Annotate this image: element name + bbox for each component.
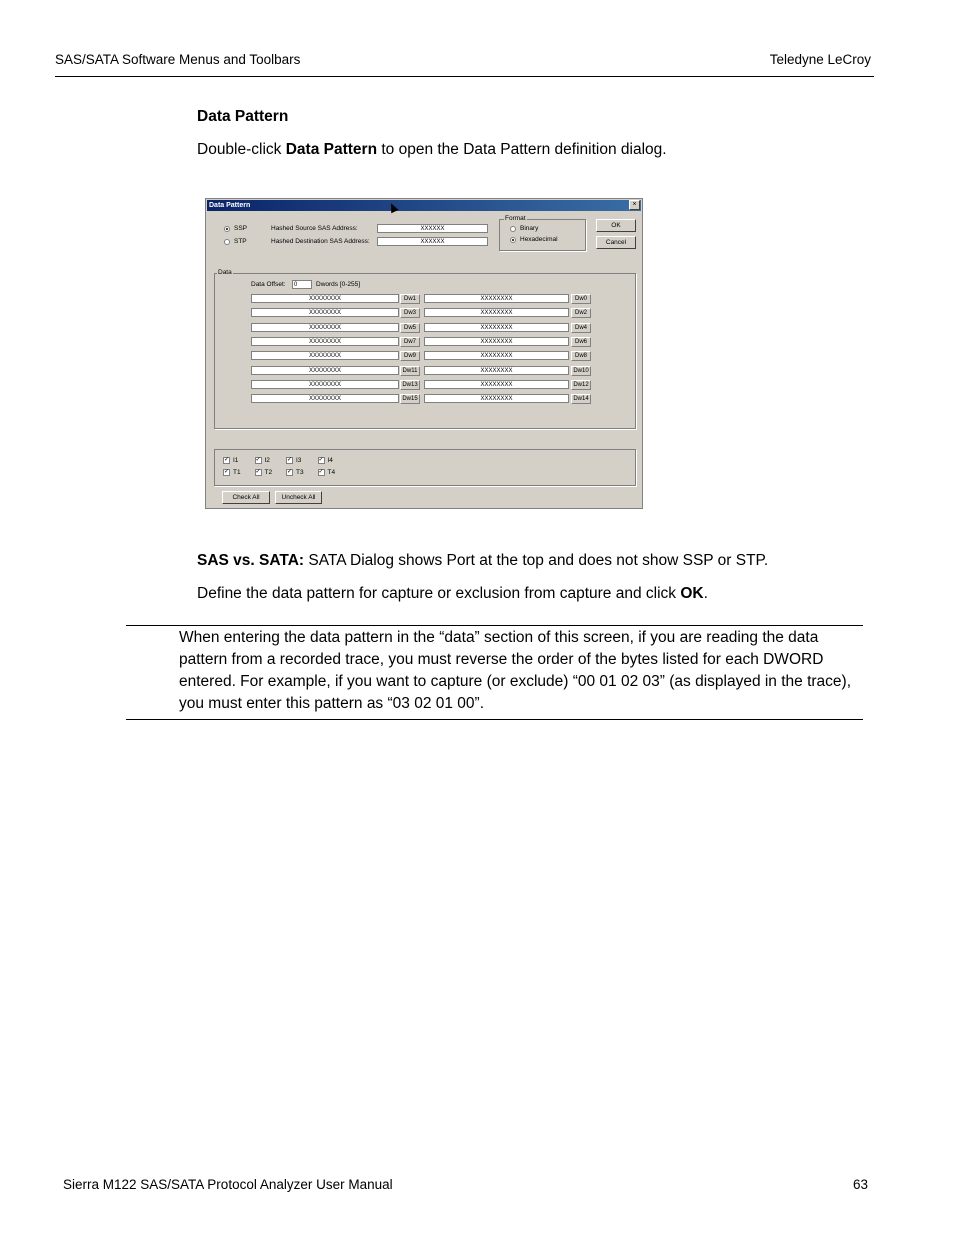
define-text-1: Define the data pattern for capture or exclusion from capture and click bbox=[197, 585, 681, 602]
dword-label: Dw4 bbox=[571, 323, 591, 333]
dword-label: Dw10 bbox=[571, 366, 591, 376]
footer-left: Sierra M122 SAS/SATA Protocol Analyzer User Manual bbox=[63, 1177, 393, 1192]
format-label: Format bbox=[505, 215, 526, 222]
cancel-button[interactable]: Cancel bbox=[596, 236, 636, 249]
check-all-button[interactable]: Check All bbox=[222, 491, 270, 504]
checkbox-label: I2 bbox=[264, 457, 270, 464]
dst-addr-label: Hashed Destination SAS Address: bbox=[271, 238, 370, 245]
checkbox-label: I4 bbox=[327, 457, 333, 464]
dword-label: Dw13 bbox=[400, 380, 420, 390]
offset-label: Data Offset: bbox=[251, 281, 286, 288]
binary-label: Binary bbox=[520, 225, 539, 232]
dword-label: Dw6 bbox=[571, 337, 591, 347]
stp-label: STP bbox=[234, 238, 247, 245]
checkbox-group bbox=[214, 449, 636, 486]
ssp-label: SSP bbox=[234, 225, 248, 232]
hex-label: Hexadecimal bbox=[520, 236, 558, 243]
dword-label: Dw5 bbox=[400, 323, 420, 333]
intro-text-2: to open the Data Pattern definition dialog. bbox=[377, 141, 667, 158]
binary-radio[interactable] bbox=[510, 226, 516, 232]
checkbox-t1[interactable]: ✓ bbox=[224, 469, 230, 475]
ssp-radio[interactable] bbox=[224, 226, 230, 232]
dialog-title: Data Pattern bbox=[209, 202, 251, 209]
dwords-label: Dwords [0-255] bbox=[316, 281, 361, 288]
dword-label: Dw2 bbox=[571, 308, 591, 318]
offset-field[interactable]: 0 bbox=[292, 280, 312, 289]
checkbox-i1[interactable]: ✓ bbox=[224, 457, 230, 463]
dword-field[interactable]: XXXXXXXX bbox=[251, 351, 399, 360]
checkbox-t2[interactable]: ✓ bbox=[255, 469, 261, 475]
src-addr-field[interactable]: XXXXXX bbox=[377, 224, 488, 233]
page-number: 63 bbox=[853, 1177, 869, 1192]
dword-field[interactable]: XXXXXXXX bbox=[424, 323, 569, 332]
dword-field[interactable]: XXXXXXXX bbox=[424, 394, 569, 403]
dword-field[interactable]: XXXXXXXX bbox=[424, 351, 569, 360]
dword-label: Dw9 bbox=[400, 351, 420, 361]
dword-label: Dw7 bbox=[400, 337, 420, 347]
hex-radio[interactable] bbox=[510, 237, 516, 243]
dialog-close-button[interactable]: × bbox=[629, 200, 640, 210]
checkbox-label: I1 bbox=[233, 457, 239, 464]
checkbox-t3[interactable]: ✓ bbox=[287, 469, 293, 475]
define-text-2: . bbox=[703, 585, 708, 602]
dword-field[interactable]: XXXXXXXX bbox=[251, 308, 399, 317]
dword-field[interactable]: XXXXXXXX bbox=[251, 294, 399, 303]
dword-field[interactable]: XXXXXXXX bbox=[424, 366, 569, 375]
sas-vs-sata-bold: SAS vs. SATA: bbox=[197, 552, 305, 569]
dword-label: Dw14 bbox=[571, 394, 591, 404]
data-label: Data bbox=[218, 269, 232, 276]
sas-vs-sata-text: SATA Dialog shows Port at the top and does not show SSP or STP. bbox=[304, 552, 769, 569]
sas-vs-sata-paragraph bbox=[197, 552, 768, 570]
uncheck-all-button[interactable]: Uncheck All bbox=[275, 491, 322, 504]
dword-field[interactable]: XXXXXXXX bbox=[251, 337, 399, 346]
running-header-right: Teledyne LeCroy bbox=[769, 52, 871, 67]
dword-field[interactable]: XXXXXXXX bbox=[251, 323, 399, 332]
checkbox-label: T1 bbox=[233, 469, 241, 476]
section-title: Data Pattern bbox=[197, 108, 289, 125]
checkbox-i4[interactable]: ✓ bbox=[318, 457, 324, 463]
dword-label: Dw1 bbox=[400, 294, 420, 304]
dword-field[interactable]: XXXXXXXX bbox=[251, 380, 399, 389]
checkbox-i3[interactable]: ✓ bbox=[287, 457, 293, 463]
dword-label: Dw12 bbox=[571, 380, 591, 390]
dword-label: Dw8 bbox=[571, 351, 591, 361]
format-group bbox=[499, 215, 586, 251]
define-bold: OK bbox=[680, 585, 704, 602]
dword-label: Dw3 bbox=[400, 308, 420, 318]
header-rule bbox=[55, 76, 874, 77]
src-addr-label: Hashed Source SAS Address: bbox=[271, 225, 358, 232]
define-paragraph bbox=[197, 585, 708, 603]
dword-field[interactable]: XXXXXXXX bbox=[424, 294, 569, 303]
checkbox-label: T2 bbox=[264, 469, 273, 476]
running-header-left: SAS/SATA Software Menus and Toolbars bbox=[55, 52, 301, 67]
note-text: When entering the data pattern in the “data” section of this screen, if you are reading the data pattern from a recorded trace, you must reverse the order of the bytes listed for each DWORD entered. For example, if you want to capture (or exclude) “00 01 02 03” (as displayed in the trace), you must enter this pattern as “03 02 01 00”. bbox=[179, 629, 852, 712]
dword-field[interactable]: XXXXXXXX bbox=[424, 337, 569, 346]
checkbox-t4[interactable]: ✓ bbox=[318, 469, 324, 475]
stp-radio[interactable] bbox=[224, 239, 230, 245]
note-top-rule bbox=[126, 625, 863, 626]
dword-label: Dw0 bbox=[571, 294, 591, 304]
intro-paragraph bbox=[197, 141, 667, 159]
dword-field[interactable]: XXXXXXXX bbox=[251, 394, 399, 403]
ok-button[interactable]: OK bbox=[596, 219, 636, 232]
dst-addr-field[interactable]: XXXXXX bbox=[377, 237, 488, 246]
data-pattern-dialog bbox=[205, 198, 643, 509]
checkbox-label: T4 bbox=[327, 469, 336, 476]
note-bottom-rule bbox=[126, 719, 863, 720]
checkbox-label: I3 bbox=[296, 457, 302, 464]
dword-field[interactable]: XXXXXXXX bbox=[251, 366, 399, 375]
checkbox-i2[interactable]: ✓ bbox=[255, 457, 261, 463]
dword-field[interactable]: XXXXXXXX bbox=[424, 308, 569, 317]
dialog-title-bar bbox=[207, 200, 641, 211]
dword-field[interactable]: XXXXXXXX bbox=[424, 380, 569, 389]
intro-bold: Data Pattern bbox=[285, 141, 378, 158]
dword-label: Dw15 bbox=[400, 394, 420, 404]
checkbox-label: T3 bbox=[296, 469, 304, 476]
intro-text-1: Double-click bbox=[197, 141, 286, 158]
dword-label: Dw11 bbox=[400, 366, 420, 376]
